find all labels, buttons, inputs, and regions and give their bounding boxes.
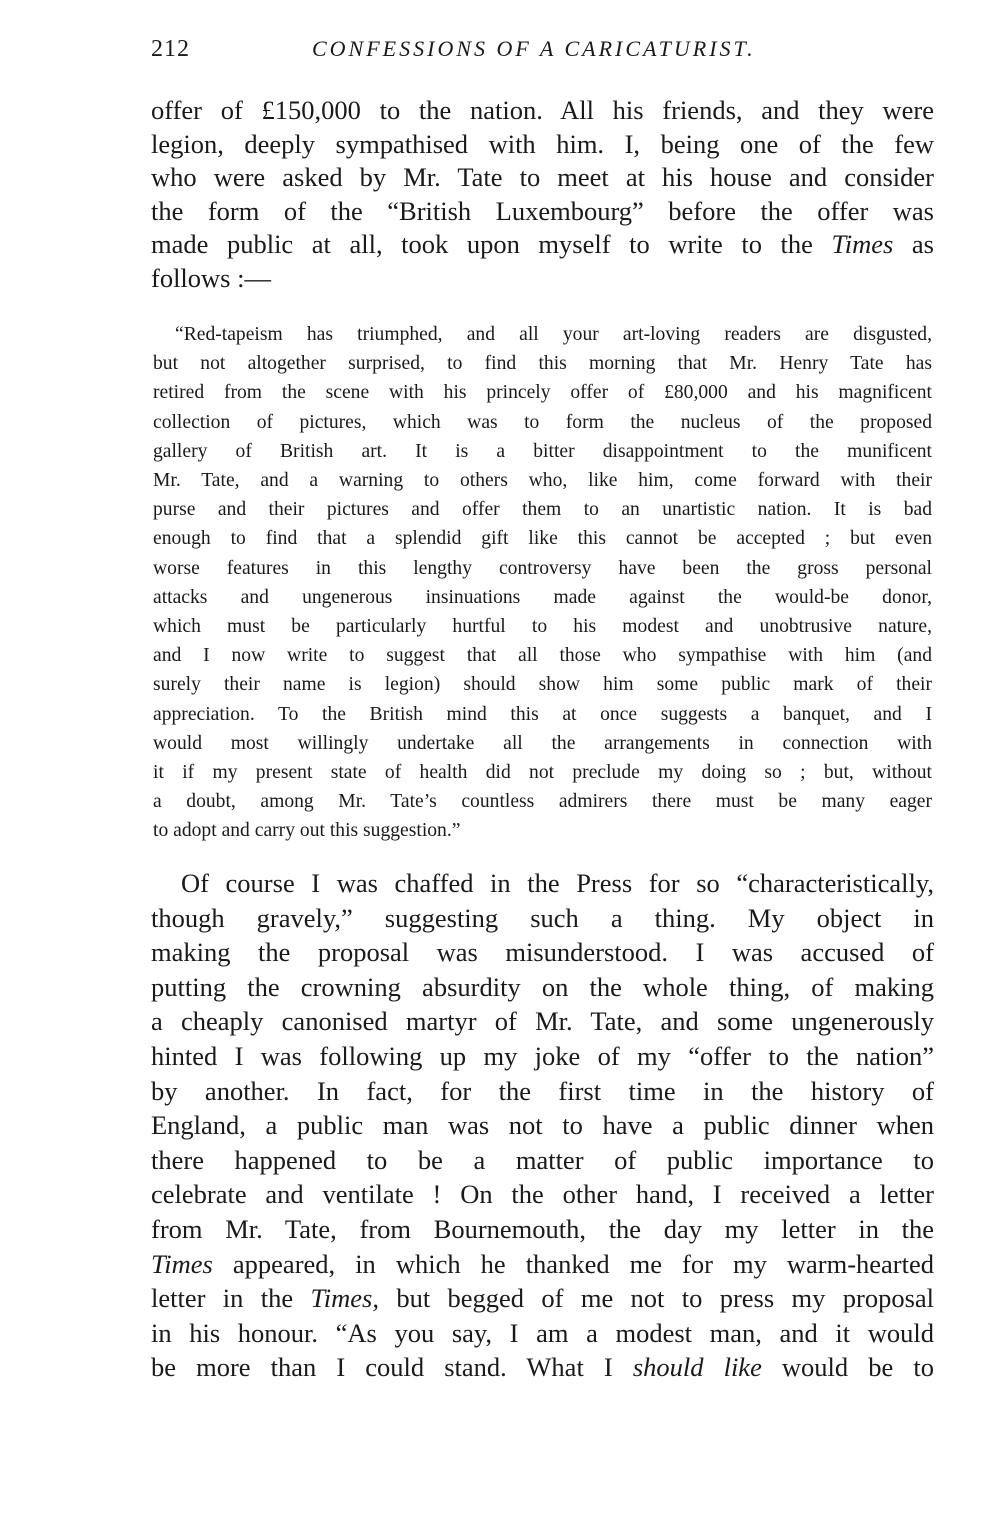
text-line: in his honour. “As you say, I am a modest man, and it would (151, 1317, 934, 1348)
text-line (151, 1247, 934, 1282)
text-line: offer of £150,000 to the nation. All his friends, and they were (151, 95, 934, 125)
text-line (151, 1281, 934, 1316)
text-line: who were asked by Mr. Tate to meet at his house and consider (151, 162, 934, 193)
text-line: the form of the “British Luxembourg” before the offer was (151, 195, 934, 226)
text-line: though gravely,” suggesting such a thing. My object in (151, 902, 934, 933)
quote-line: enough to find that a splendid gift like this cannot be accepted ; but even (153, 528, 932, 550)
text-segment: letter in the (151, 1283, 294, 1314)
quote-line: appreciation. To the British mind this at once suggests a banquet, and I (153, 703, 932, 725)
text-line (151, 1350, 934, 1385)
text-line: hinted I was following up my joke of my “offer to the nation” (151, 1040, 934, 1071)
text-segment: made public at all, took upon myself to write to the (151, 229, 813, 260)
text-line: putting the crowning absurdity on the whole thing, of making (151, 971, 934, 1002)
text-line: England, a public man was not to have a public dinner when (151, 1110, 934, 1141)
closing-paragraph (151, 866, 934, 1385)
italic-emphasis: should like (632, 1352, 762, 1383)
text-line: legion, deeply sympathised with him. I, being one of the few (151, 128, 934, 159)
text-line (151, 228, 934, 262)
quote-line: which must be particularly hurtful to his modest and unobtrusive nature, (153, 616, 932, 638)
quote-line: it if my present state of health did not preclude my doing so ; but, without (153, 762, 932, 784)
text-line: a cheaply canonised martyr of Mr. Tate, and some ungenerously (151, 1006, 934, 1037)
text-segment: as (911, 229, 934, 260)
quoted-letter (153, 320, 932, 846)
quote-line: purse and their pictures and offer them to an unartistic nation. It is bad (153, 499, 932, 521)
italic-title-times: Times (831, 229, 894, 260)
running-head-title: CONFESSIONS OF A CARICATURIST. (312, 36, 756, 61)
quote-line: worse features in this lengthy controversy have been the gross personal (153, 557, 932, 579)
text-line: making the proposal was misunderstood. I was accused of (151, 937, 934, 968)
quote-line: retired from the scene with his princely offer of £80,000 and his magnificent (153, 382, 932, 404)
text-line (151, 866, 934, 901)
text-segment: appeared, in which he thanked me for my warm-hearted (232, 1248, 935, 1279)
quote-line: and I now write to suggest that all those who sympathise with him (and (153, 645, 932, 667)
italic-title-times: Times (151, 1248, 213, 1279)
opening-paragraph (151, 94, 934, 296)
text-segment: would be to (781, 1352, 934, 1383)
text-segment: be more than I could stand. What I (151, 1352, 613, 1383)
quote-line: but not altogether surprised, to find this morning that Mr. Henry Tate has (153, 353, 932, 375)
italic-title-times: Times, (310, 1283, 379, 1314)
quote-line: surely their name is legion) should show him some public mark of their (153, 674, 932, 696)
quote-line: to adopt and carry out this suggestion.” (153, 820, 461, 842)
quote-line: attacks and ungenerous insinuations made against the would-be donor, (153, 586, 932, 608)
text-line: there happened to be a matter of public importance to (151, 1144, 934, 1175)
quote-line: gallery of British art. It is a bitter disappointment to the munificent (153, 440, 932, 462)
quote-line (153, 320, 932, 349)
text-line: by another. In fact, for the first time in the history of (151, 1075, 934, 1106)
text-line: celebrate and ventilate ! On the other hand, I received a letter (151, 1179, 934, 1210)
quote-line: collection of pictures, which was to form the nucleus of the proposed (153, 411, 932, 433)
text-segment: Of course I was chaffed in the Press for so “characteristically, (181, 868, 934, 898)
text-line: follows :— (151, 262, 271, 293)
quote-line: Mr. Tate, and a warning to others who, like him, come forward with their (153, 470, 932, 492)
quote-line: would most willingly undertake all the arrangements in connection with (153, 732, 932, 754)
quote-line: a doubt, among Mr. Tate’s countless admirers there must be many eager (153, 791, 932, 813)
text-line: from Mr. Tate, from Bournemouth, the day my letter in the (151, 1213, 934, 1244)
text-segment: but begged of me not to press my proposal (396, 1283, 935, 1314)
text-segment: “Red-tapeism has triumphed, and all your art-loving readers are disgusted, (175, 324, 932, 345)
page-number: 212 (151, 36, 190, 62)
